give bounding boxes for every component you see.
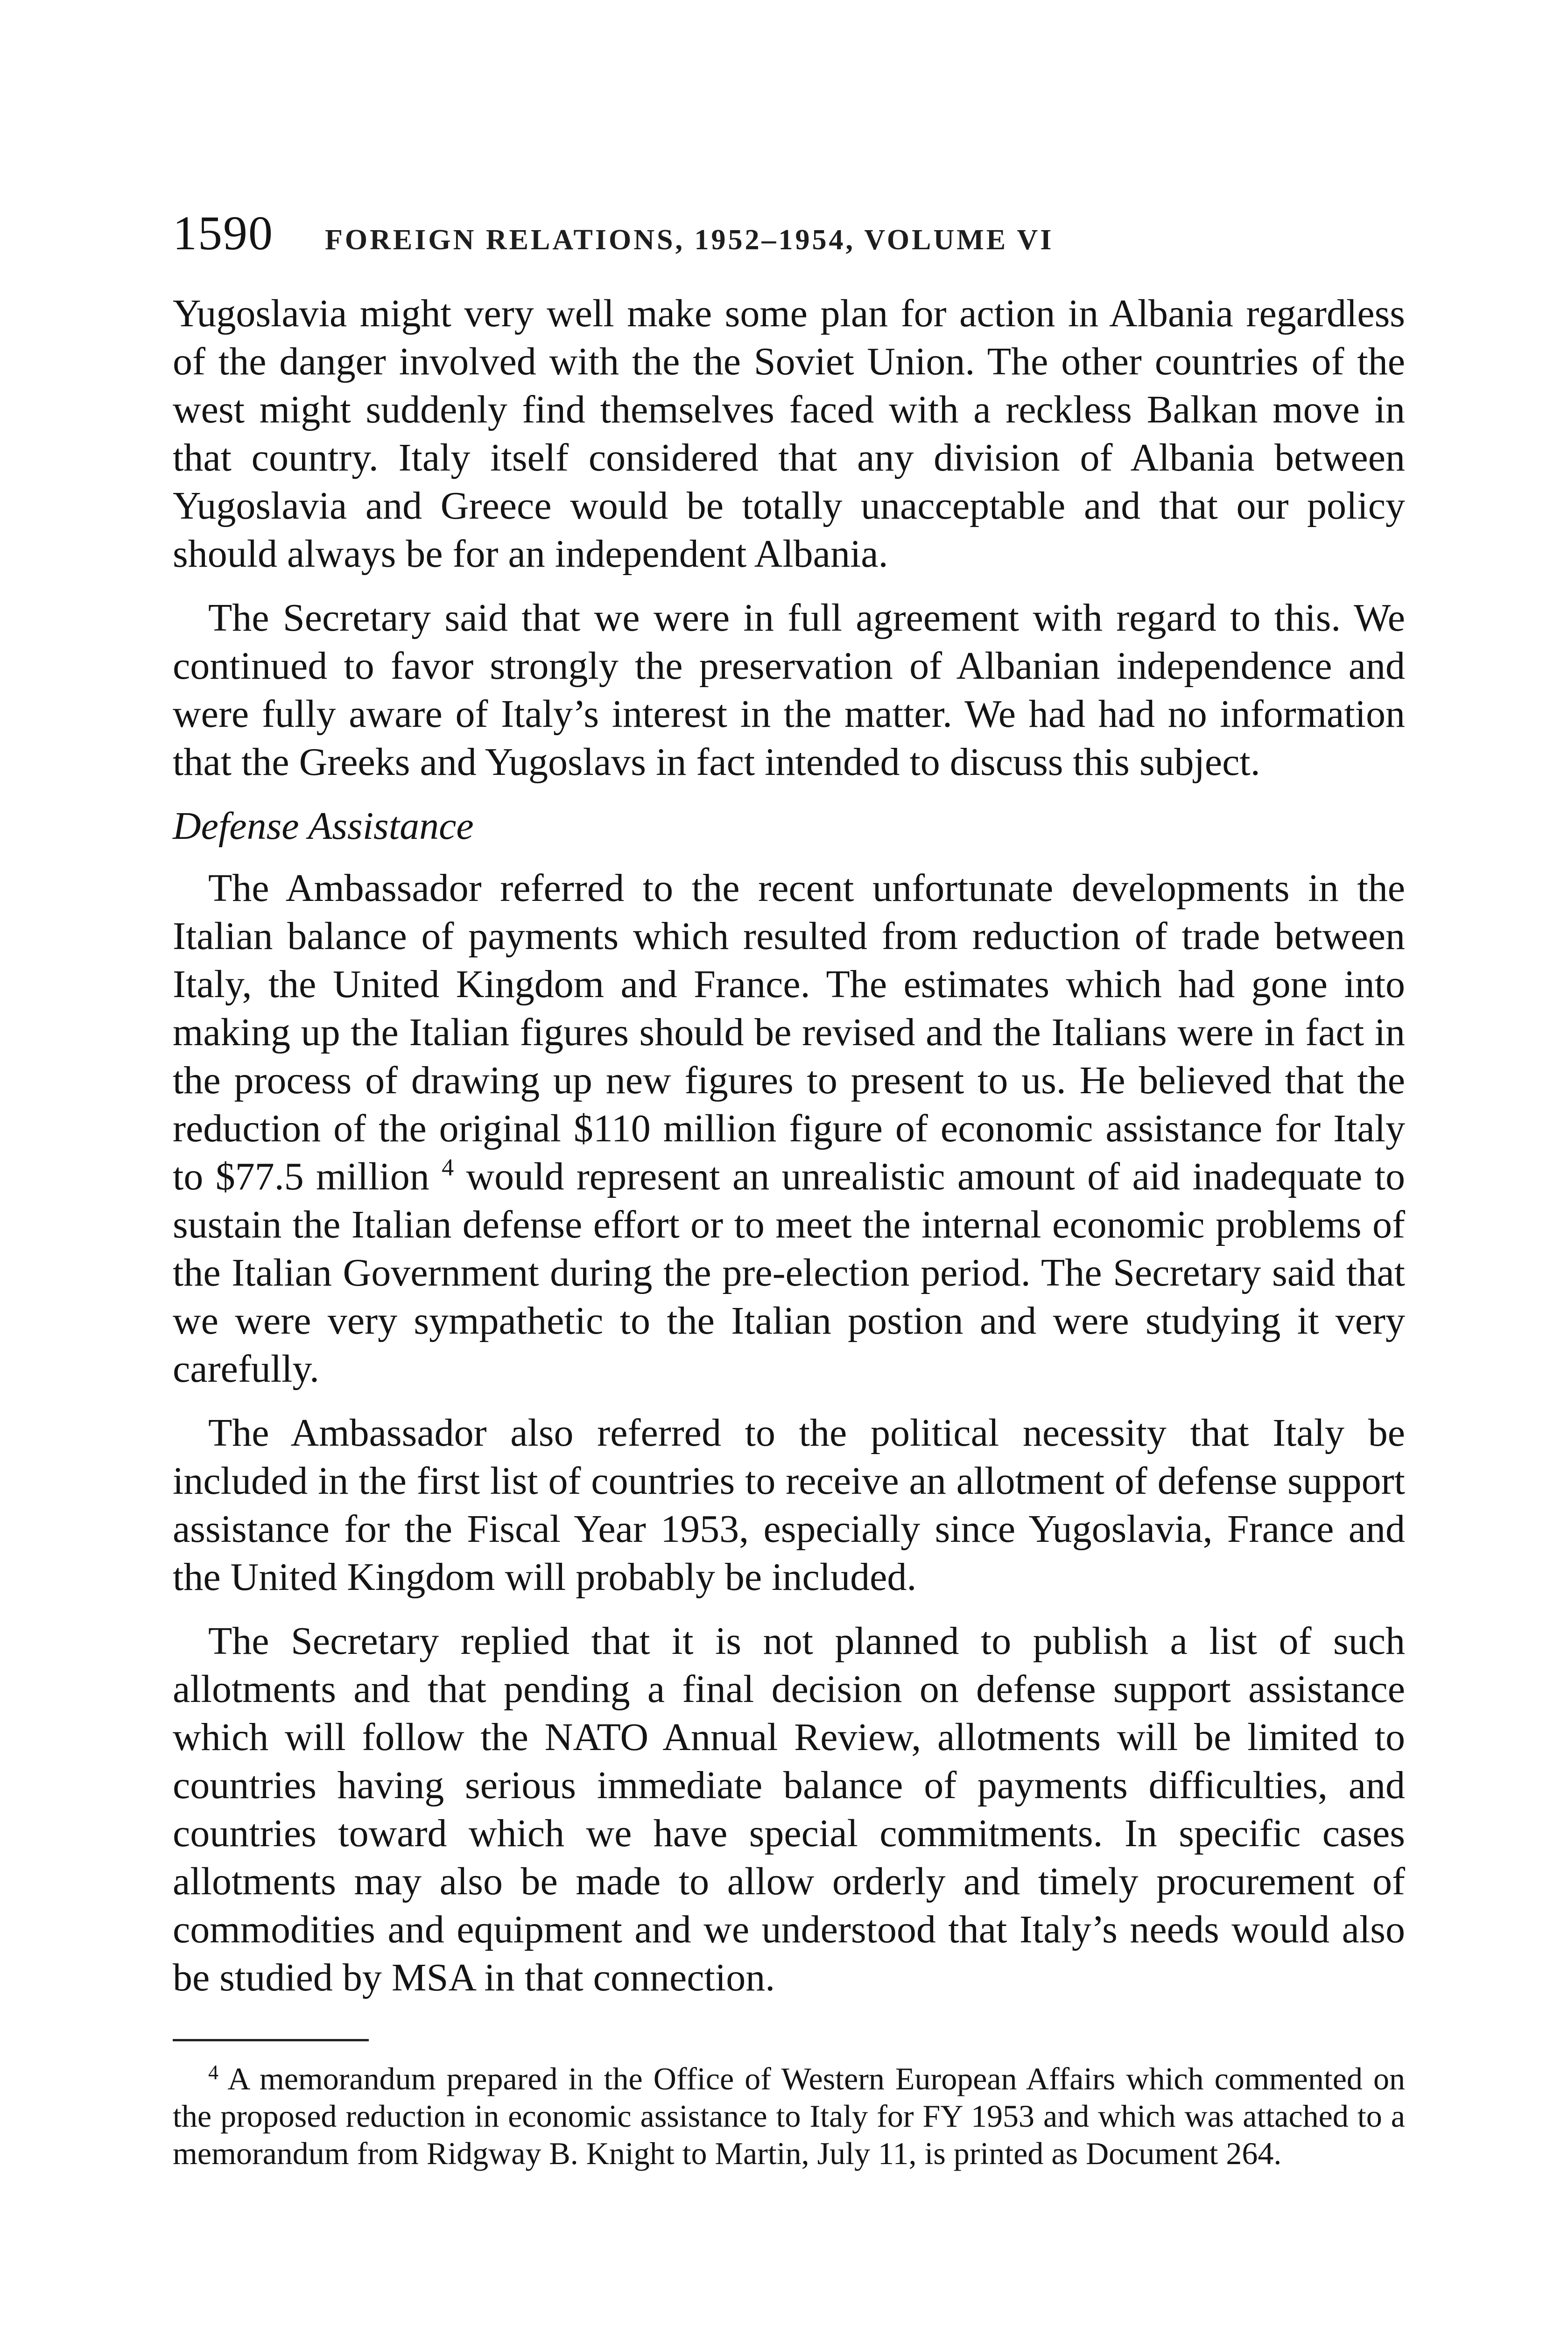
page-number: 1590 (173, 206, 274, 260)
paragraph-4: The Ambassador also referred to the political necessity that Italy be included in the first list of countries to receive an allotment of defense support assistance for the Fiscal Year 1953, especially since Yugoslavia, France and the United Kingdom will probably be included. (173, 1411, 1405, 1599)
document-page (173, 205, 1405, 2172)
footnote-marker: 4 (208, 2061, 218, 2084)
paragraph-3-part-2: would represent an unrealistic amount of aid inadequate to sustain the Italian defense effort or to meet the internal economic problems of the Italian Government during the pre-election period. The Secretary said that we were very sympathetic to the Italian postion and were studying it very carefully. (173, 1155, 1405, 1391)
footnote-reference[interactable]: 4 (442, 1154, 454, 1181)
section-heading: Defense Assistance (173, 804, 474, 848)
paragraph-3-part-1: The Ambassador referred to the recent unfortunate developments in the Italian balance of payments which resulted from reduction of trade between Italy, the United Kingdom and France. The estimates which had gone into making up the Italian figures should be revised and the Italians were in fact in the process of drawing up new figures to present to us. He believed that the reduction of the original $110 million figure of economic assistance for Italy to $77.5 million (173, 866, 1405, 1198)
body-text (173, 289, 1405, 2002)
paragraph-5: The Secretary replied that it is not planned to publish a list of such allotments and that pending a final decision on defense support assistance which will follow the NATO Annual Review, allotments will be limited to countries having serious immediate balance of payments difficulties, and countries toward which we have special commitments. In specific cases allotments may also be made to allow orderly and timely procurement of commodities and equipment and we understood that Italy’s needs would also be studied by MSA in that connection. (173, 1619, 1405, 1999)
running-head: FOREIGN RELATIONS, 1952–1954, VOLUME VI (325, 224, 1054, 256)
footnote (173, 2060, 1405, 2172)
paragraph-2: The Secretary said that we were in full agreement with regard to this. We continued to favor strongly the preservation of Albanian independence and were fully aware of Italy’s interest in the matter. We had had no information that the Greeks and Yugoslavs in fact intended to discuss this subject. (173, 596, 1405, 784)
footnote-divider (173, 2039, 369, 2041)
footnote-text: A memorandum prepared in the Office of Western European Affairs which commented on the proposed reduction in economic assistance to Italy for FY 1953 and which was attached to a memorandum from Ridgway B. Knight to Martin, July 11, is printed as Document 264. (173, 2061, 1405, 2171)
page-header (173, 205, 1405, 261)
paragraph-3 (173, 864, 1405, 1393)
paragraph-1: Yugoslavia might very well make some plan for action in Albania regardless of the danger involved with the the Soviet Union. The other countries of the west might suddenly find themselves faced with a reckless Balkan move in that country. Italy itself considered that any division of Albania between Yugoslavia and Greece would be totally unacceptable and that our policy should always be for an independent Albania. (173, 292, 1405, 576)
